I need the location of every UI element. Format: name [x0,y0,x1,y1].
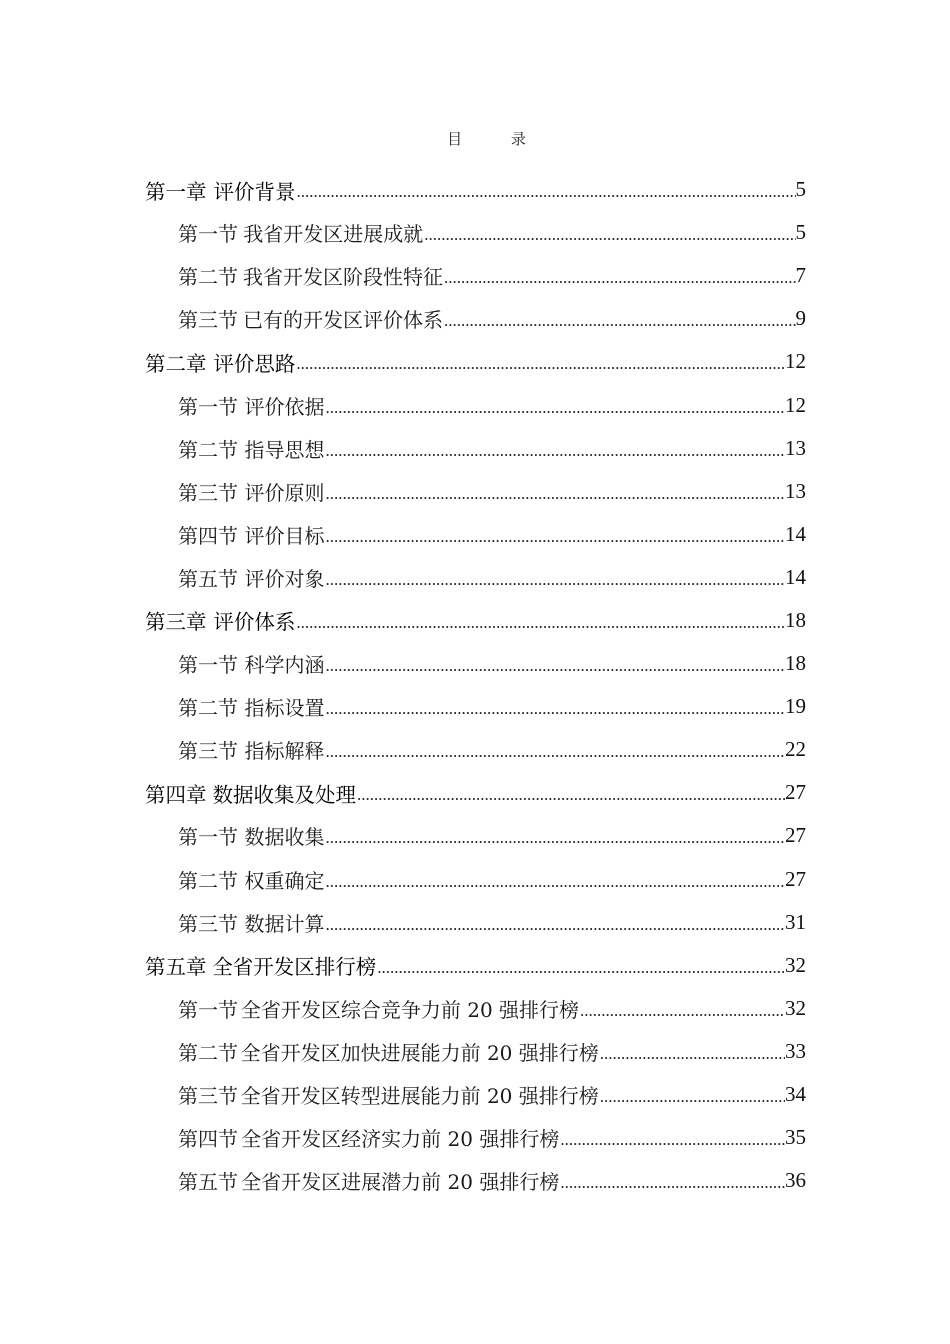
toc-section-entry[interactable] [0,685,806,728]
entry-number: 第五节 [178,1170,238,1195]
entry-page-number: 12 [785,349,806,374]
entry-number: 第三节 [178,739,238,764]
dot-leader [324,873,785,890]
entry-title: 评价依据 [244,394,325,419]
entry-number: 第二节 [178,868,238,893]
entry-number: 第五章 [145,955,207,980]
entry-page-number: 5 [795,220,806,245]
dot-leader [324,528,785,545]
toc-section-entry[interactable] [0,383,806,426]
entry-number: 第一节 [178,653,238,678]
toc-section-entry[interactable] [0,254,806,297]
toc-section-entry[interactable] [0,513,806,556]
entry-title: 数据计算 [244,911,325,936]
entry-number: 第二节 [178,437,238,462]
dot-leader [324,916,785,933]
dot-leader [376,959,785,976]
dot-leader [324,657,785,674]
toc-section-entry[interactable] [0,814,806,857]
entry-page-number: 32 [785,952,806,977]
entry-number: 第三章 [145,610,207,635]
entry-page-number: 12 [785,392,806,417]
entry-title: 全省开发区加快进展能力前 20 强排行榜 [240,1040,599,1065]
entry-title: 我省开发区进展成就 [243,222,424,247]
entry-page-number: 31 [785,909,806,934]
entry-title: 指标解释 [244,739,325,764]
dot-leader [295,355,785,372]
toc-section-entry[interactable] [0,901,806,944]
toc-chapter-entry[interactable] [0,771,806,814]
toc-section-entry[interactable] [0,427,806,470]
entry-page-number: 32 [785,995,806,1020]
entry-title: 指标设置 [244,696,325,721]
entry-page-number: 18 [785,607,806,632]
dot-leader [296,183,796,200]
entry-number: 第五节 [178,566,238,591]
entry-page-number: 5 [795,177,806,202]
toc-section-entry[interactable] [0,987,806,1030]
entry-title: 科学内涵 [244,653,325,678]
entry-title: 评价背景 [213,179,296,204]
entry-title: 评价体系 [213,610,296,635]
entry-title: 评价原则 [244,480,325,505]
dot-leader [599,1088,785,1105]
toc-section-entry[interactable] [0,1116,806,1159]
toc-chapter-entry[interactable] [0,168,806,211]
entry-number: 第三节 [178,308,238,333]
toc-section-entry[interactable] [0,211,806,254]
entry-number: 第三节 [178,1084,238,1109]
entry-page-number: 13 [785,435,806,460]
entry-title: 评价目标 [244,523,325,548]
dot-leader [324,485,785,502]
toc-section-entry[interactable] [0,1030,806,1073]
entry-page-number: 13 [785,478,806,503]
dot-leader [423,226,795,243]
dot-leader [443,312,796,329]
toc-section-entry[interactable] [0,858,806,901]
dot-leader [559,1131,785,1148]
dot-leader [559,1174,785,1191]
dot-leader [324,743,785,760]
entry-page-number: 9 [795,306,806,331]
toc-section-entry[interactable] [0,297,806,340]
dot-leader [324,399,785,416]
entry-title: 全省开发区进展潜力前 20 强排行榜 [241,1170,560,1195]
entry-number: 第一节 [178,394,238,419]
dot-leader [356,786,785,803]
entry-number: 第三节 [178,480,238,505]
entry-page-number: 27 [785,823,806,848]
entry-number: 第一节 [178,825,238,850]
dot-leader [324,571,785,588]
entry-number: 第四节 [178,1127,238,1152]
entry-page-number: 34 [785,1082,806,1107]
entry-title: 权重确定 [244,868,325,893]
dot-leader [599,1045,785,1062]
entry-page-number: 18 [785,651,806,676]
entry-title: 已有的开发区评价体系 [242,308,443,333]
toc-chapter-entry[interactable] [0,944,806,987]
toc-section-entry[interactable] [0,556,806,599]
toc-title: 目 录 [447,130,548,148]
dot-leader [295,614,785,631]
entry-page-number: 22 [785,737,806,762]
entry-number: 第一节 [178,997,238,1022]
entry-page-number: 19 [785,694,806,719]
entry-number: 第一章 [145,179,207,204]
entry-number: 第四章 [145,782,207,807]
entry-title: 评价对象 [244,566,325,591]
entry-title: 评价思路 [213,351,296,376]
entry-number: 第二节 [178,265,238,290]
toc-section-entry[interactable] [0,470,806,513]
dot-leader [324,829,785,846]
dot-leader [324,700,785,717]
entry-page-number: 7 [795,263,806,288]
entry-title: 全省开发区综合竞争力前 20 强排行榜 [240,997,580,1022]
toc-section-entry[interactable] [0,1159,806,1202]
entry-title: 全省开发区排行榜 [212,955,377,980]
toc-section-entry[interactable] [0,1073,806,1116]
entry-number: 第二节 [178,1040,238,1065]
entry-title: 我省开发区阶段性特征 [242,265,443,290]
entry-number: 第三节 [178,911,238,936]
entry-page-number: 36 [785,1168,806,1193]
entry-title: 全省开发区转型进展能力前 20 强排行榜 [240,1084,599,1109]
entry-page-number: 14 [785,521,806,546]
entry-title: 数据收集及处理 [212,782,357,807]
entry-number: 第二节 [178,696,238,721]
dot-leader [443,269,796,286]
toc-chapter-entry[interactable] [0,599,806,642]
entry-number: 第一节 [178,222,238,247]
entry-number: 第四节 [178,523,238,548]
entry-title: 指导思想 [244,437,325,462]
entry-page-number: 14 [785,564,806,589]
entry-page-number: 33 [785,1038,806,1063]
toc-section-entry[interactable] [0,642,806,685]
entry-title: 数据收集 [244,825,325,850]
entry-page-number: 35 [785,1125,806,1150]
entry-page-number: 27 [785,780,806,805]
toc-list [0,168,950,1202]
toc-chapter-entry[interactable] [0,340,806,383]
dot-leader [324,442,785,459]
entry-page-number: 27 [785,866,806,891]
entry-title: 全省开发区经济实力前 20 强排行榜 [241,1127,560,1152]
toc-section-entry[interactable] [0,728,806,771]
entry-number: 第二章 [145,351,207,376]
dot-leader [579,1002,785,1019]
